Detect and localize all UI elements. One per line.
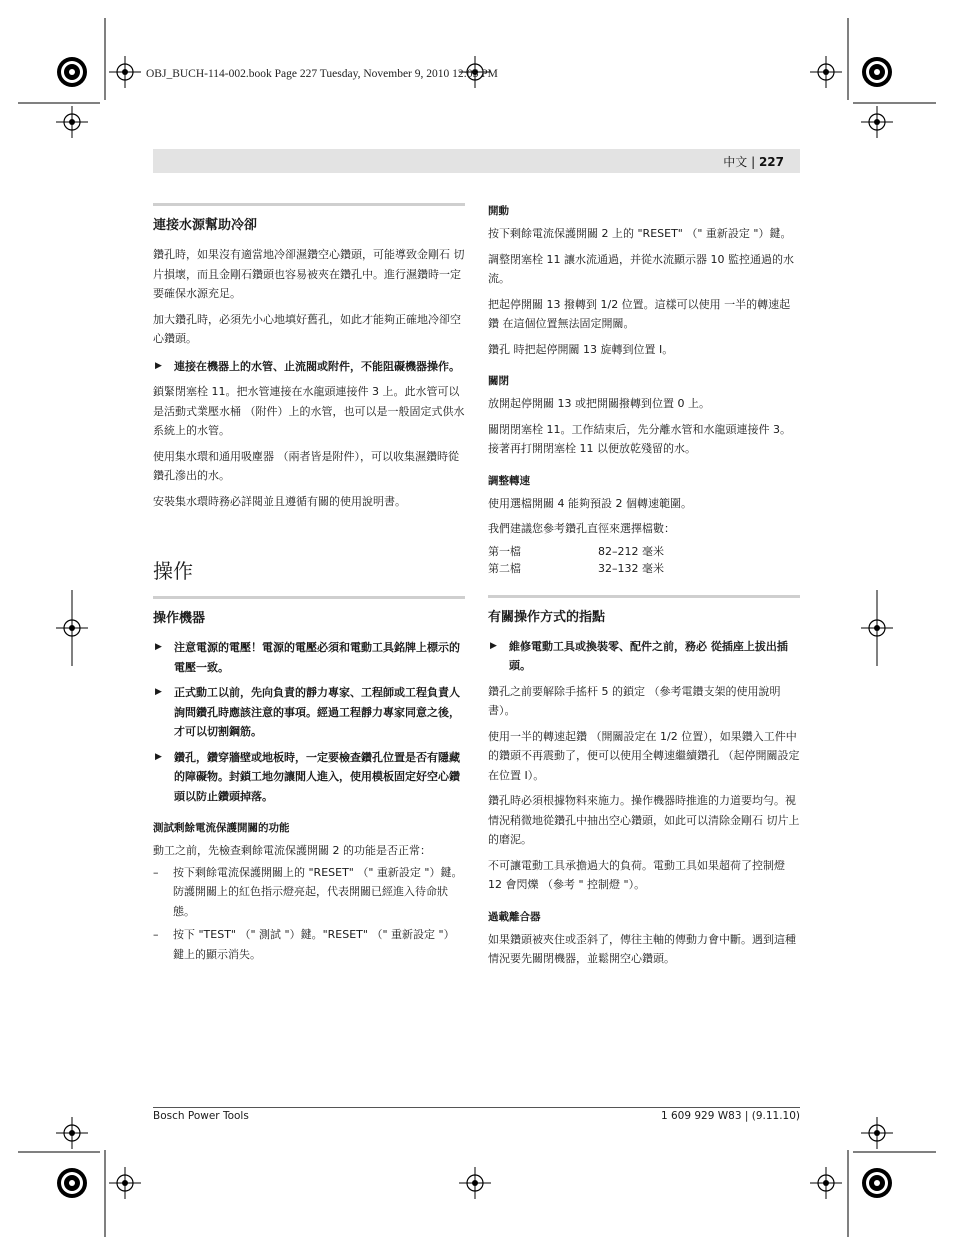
left-column (153, 203, 465, 964)
paragraph: 鑽孔之前要解除手搖杆 5 的鎖定 （參考電鑽支架的使用說明書）。 (488, 684, 781, 717)
warning-text: 注意電源的電壓！電源的電壓必須和電動工具銘牌上標示的電壓一致。 (174, 641, 460, 674)
paragraph: 按下剩餘電流保護開關 2 上的 "RESET" （" 重新設定 "）鍵。 (488, 227, 792, 240)
paragraph: 動工之前，先檢查剩餘電流保護開關 2 的功能是否正常： (153, 844, 431, 857)
language-label: 中文 (723, 155, 748, 169)
subheading-switch-off: 關閉 (488, 375, 509, 387)
paragraph: 不可讓電動工具承擔過大的負荷。電動工具如果超荷了控制燈 12 會閃爍 （參考 " 控制燈 "）。 (488, 858, 785, 891)
warning-text: 正式動工以前，先向負責的靜力專家、工程師或工程負責人詢問鑽孔時應該注意的事項。經過工程靜力專家同意之後，才可以切割鋼筋。 (174, 686, 460, 738)
bullet-triangle-icon: ▶ (155, 642, 162, 652)
dash-item (153, 863, 465, 922)
section-rule (153, 203, 465, 206)
paragraph: 使用選檔開關 4 能夠預設 2 個轉速範圍。 (488, 496, 692, 510)
paragraph: 把起停開關 13 撥轉到 1/2 位置。這樣可以使用 一半的轉速起鑽 在這個位置無法固定開關。 (488, 297, 791, 330)
bullet-triangle-icon: ▶ (155, 360, 162, 371)
footer-rule (153, 1107, 800, 1108)
warning-text: 鑽孔，鑽穿牆壁或地板時，一定要檢查鑽孔位置是否有隱藏的障礙物。封鎖工地勿讓閒人進入，使用模板固定好空心鑽頭以防止鑽頭掉落。 (174, 750, 460, 803)
paragraph: 鑽孔時，如果沒有適當地冷卻濕鑽空心鑽頭，可能導致金剛石 切片損壞，而且金剛石鑽頭也容易被夾在鑽孔中。進行濕鑽時一定要確保水源充足。 (153, 248, 465, 300)
gear-range: 32–132 毫米 (598, 561, 664, 575)
section-rule (488, 595, 800, 598)
chapter-title: 操作 (153, 559, 193, 583)
page-header-bar (153, 149, 800, 173)
section-title-operation: 操作機器 (153, 611, 206, 626)
paragraph: 使用一半的轉速起鑽 （開關設定在 1/2 位置），如果鑽入工件中的鑽頭不再震動了，便可以使用全轉速繼續鑽孔 （起停開關設定在位置 I）。 (488, 729, 800, 782)
warning-text: 維修電動工具或換裝零、配件之前，務必 從插座上拔出插頭。 (509, 639, 788, 672)
dash-text: 按下 "TEST" （" 測試 "）鍵。"RESET" （" 重新設定 "）鍵上的顯示消失。 (173, 928, 455, 961)
paragraph: 鑽孔時必須根據物料來施力。操作機器時推進的力道要均勻。視情況稍微地從鑽孔中抽出空心鑽頭，如此可以清除金剛石 切片上的磨泥。 (488, 794, 800, 846)
right-column (488, 203, 800, 969)
paragraph: 我們建議您參考鑽孔直徑來選擇檔數： (488, 522, 675, 535)
section-rule (153, 596, 465, 599)
paragraph: 如果鑽頭被夾住或歪斜了，傳往主軸的傳動力會中斷。遇到這種情況要先關閉機器，並鬆開空心鑽頭。 (488, 932, 796, 965)
warning-item (153, 638, 465, 677)
bullet-triangle-icon: ▶ (155, 751, 162, 762)
footer-brand: Bosch Power Tools (153, 1110, 249, 1122)
dash-item (153, 925, 465, 964)
gear-name: 第二檔 (488, 561, 521, 575)
gear-name: 第一檔 (488, 544, 521, 558)
paragraph: 放開起停開關 13 或把開關撥轉到位置 0 上。 (488, 397, 710, 410)
paragraph: 鎖緊閉塞栓 11。把水管連接在水龍頭連接件 3 上。此水管可以是活動式業壓水桶 （附件）上的水管，也可以是一般固定式供水系統上的水管。 (153, 385, 465, 437)
gear-row (488, 560, 800, 577)
warning-item (153, 683, 465, 742)
warning-item (153, 748, 465, 807)
warning-text: 連接在機器上的水管、止流閥或附件，不能阻礙機器操作。 (174, 359, 460, 373)
section-title-tips: 有關操作方式的指點 (488, 609, 606, 625)
paragraph: 安裝集水環時務必詳閱並且遵循有關的使用說明書。 (153, 494, 406, 508)
page-header (723, 153, 784, 170)
subheading-clutch: 過載離合器 (488, 910, 541, 923)
footer-doc-number: 1 609 929 W83 | (9.11.10) (660, 1110, 800, 1122)
page-number: 227 (758, 155, 784, 169)
subheading-switch-on: 開動 (488, 205, 509, 217)
paragraph: 使用集水環和通用吸塵器 （兩者皆是附件），可以收集濕鑽時從鑽孔滲出的水。 (153, 449, 459, 482)
print-job-header: OBJ_BUCH-114-002.book Page 227 Tuesday, November 9, 2010 12:05 PM (146, 68, 498, 80)
gear-row (488, 543, 800, 560)
section-title-water: 連接水源幫助冷卻 (153, 218, 258, 233)
warning-item (488, 637, 800, 676)
paragraph: 關閉閉塞栓 11。工作結束后，先分離水管和水龍頭連接件 3。接著再打開閉塞栓 11 以便放乾殘留的水。 (488, 422, 791, 455)
paragraph: 加大鑽孔時，必須先小心地填好舊孔，如此才能夠正確地冷卻空心鑽頭。 (153, 312, 461, 345)
header-separator: | (751, 155, 756, 169)
paragraph: 鑽孔 時把起停開關 13 旋轉到位置 I。 (488, 342, 674, 356)
gear-range: 82–212 毫米 (598, 544, 664, 558)
bullet-triangle-icon: ▶ (155, 687, 162, 697)
dash-marker: – (153, 928, 159, 941)
dash-text: 按下剩餘電流保護開關上的 "RESET" （" 重新設定 "）鍵。防護開關上的紅色指示燈亮起，代表開關已經進入待命狀態。 (173, 865, 463, 918)
bullet-triangle-icon: ▶ (490, 640, 497, 651)
gear-table (488, 543, 800, 577)
warning-item (153, 357, 465, 377)
dash-marker: – (153, 865, 159, 879)
subheading-speed: 調整轉速 (488, 474, 530, 487)
subheading-rcd-test: 測試剩餘電流保護開關的功能 (153, 822, 290, 834)
paragraph: 調整閉塞栓 11 讓水流通過，并從水流顯示器 10 監控通過的水流。 (488, 252, 794, 285)
